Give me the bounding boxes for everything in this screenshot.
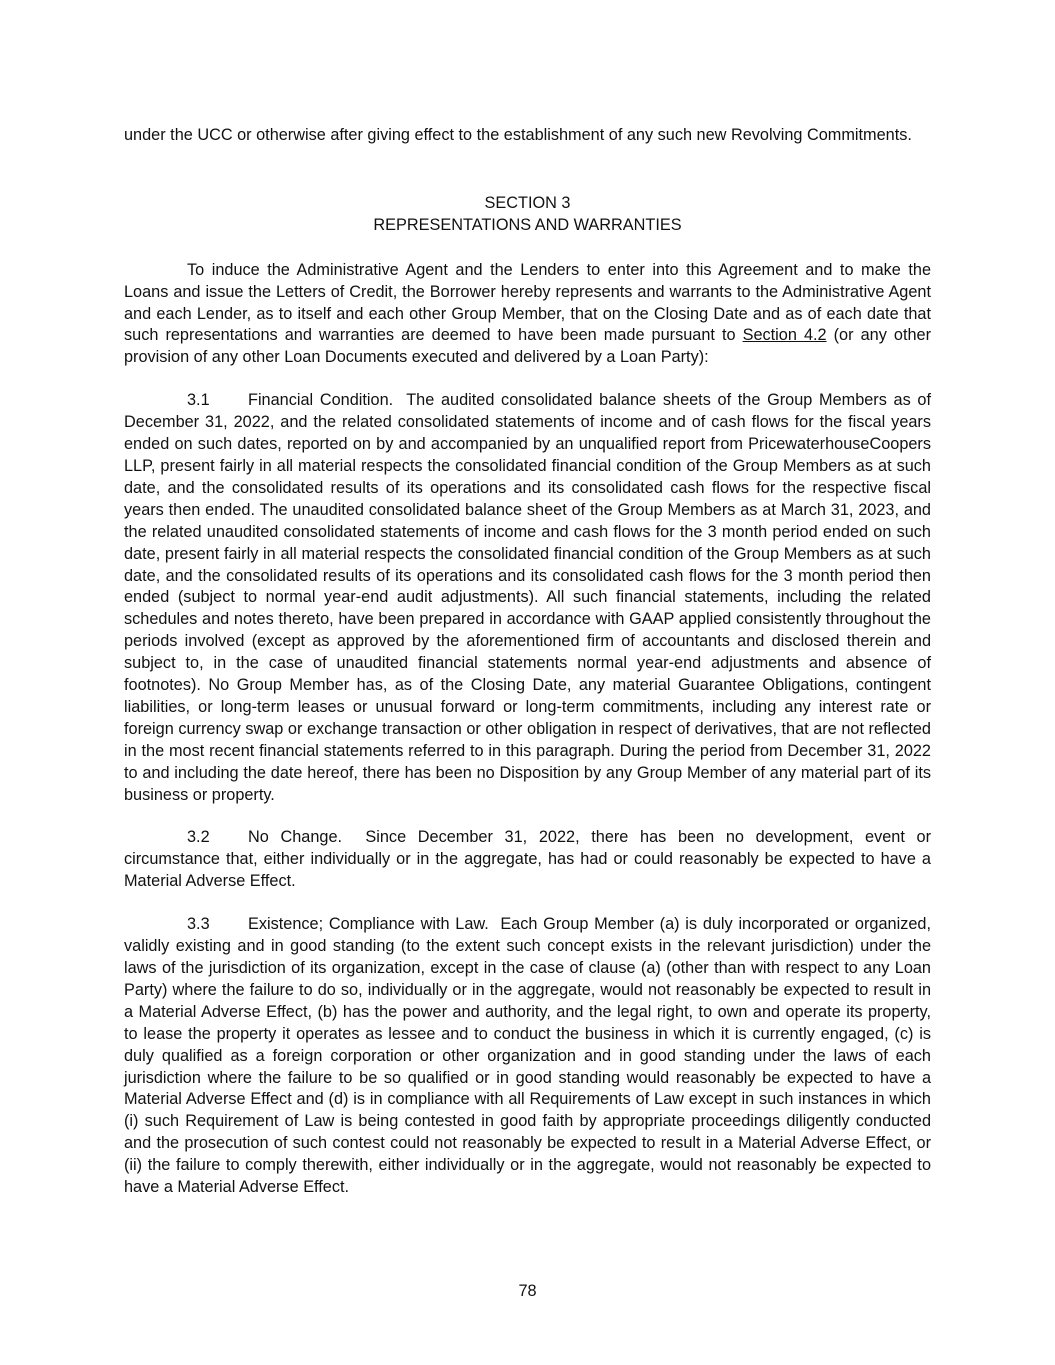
page-number: 78: [518, 1282, 537, 1300]
paragraph-heading: No Change.: [248, 828, 343, 847]
paragraph-number: 3.2: [187, 828, 210, 847]
paragraph-text: The audited consolidated balance sheets of the Group Members as of December 31, 2022, and the related consolidated statements of income and of cash flows for the fiscal years ended on such dates, reported on by and accompanied by an unqualified report from PricewaterhouseCoopers LLP, present fairly in all material respects the consolidated financial condition of the Group Members as at such date, and the consolidated results of its operations and its consolidated cash flows for the respective fiscal years then ended. The unaudited consolidated balance sheet of the Group Members as at March 31, 2023, and the related unaudited consolidated statements of income and cash flows for the 3 month period ended on such date, present fairly in all material respects the consolidated financial condition of the Group Members as at such date, and the consolidated results of its operations and its consolidated cash flows for the 3 month period then ended (subject to normal year-end audit adjustments). All such financial statements, including the related schedules and notes thereto, have been prepared in accordance with GAAP applied consistently throughout the periods involved (except as approved by the aforementioned firm of accountants and disclosed therein and subject to, in the case of unaudited financial statements normal year-end adjustments and absence of footnotes). No Group Member has, as of the Closing Date, any material Guarantee Obligations, contingent liabilities, or long-term leases or unusual forward or long-term commitments, including any interest rate or foreign currency swap or exchange transaction or other obligation in respect of derivatives, that are not reflected in the most recent financial statements referred to in this paragraph. During the period from December 31, 2022 to and including the date hereof, there has been no Disposition by any Group Member of any material part of its business or property.: [124, 391, 932, 804]
intro-paragraph: [124, 260, 931, 370]
paragraph-heading: Financial Condition.: [248, 391, 394, 410]
section-title: REPRESENTATIONS AND WARRANTIES: [373, 215, 682, 234]
document-page: [124, 125, 931, 1199]
paragraph-heading: Existence; Compliance with Law.: [248, 915, 489, 934]
intro-text-before: To induce the Administrative Agent and the Lenders to enter into this Agreement and to make the Loans and issue the Letters of Credit, the Borrower hereby represents and warrants to the Administrative Agent and each Lender, as to itself and each other Group Member, that on the Closing Date and as of each date that such representations and warranties are deemed to have been made pursuant to: [124, 260, 931, 345]
paragraph-number: 3.3: [187, 915, 210, 934]
carryover-paragraph: under the UCC or otherwise after giving effect to the establishment of any such new Revolving Commitments.: [124, 126, 912, 144]
paragraph-number: 3.1: [187, 391, 210, 410]
paragraph-3-2: [124, 827, 931, 893]
paragraph-text: Since December 31, 2022, there has been no development, event or circumstance that, either individually or in the aggregate, has had or could reasonably be expected to have a Material Adverse Effect.: [124, 828, 931, 891]
paragraph-text: Each Group Member (a) is duly incorporated or organized, validly existing and in good standing (to the extent such concept exists in the relevant jurisdiction) under the laws of the jurisdiction of its organization, except in the case of clause (a) (other than with respect to any Loan Party) where the failure to do so, individually or in the aggregate, would not reasonably be expected to result in a Material Adverse Effect, (b) has the power and authority, and the legal right, to own and operate its property, to lease the property it operates as lessee and to conduct the business in which it is currently engaged, (c) is duly qualified as a foreign corporation or other organization and in good standing under the laws of each jurisdiction where the failure to be so qualified or in good standing would reasonably be expected to have a Material Adverse Effect and (d) is in compliance with all Requirements of Law except in such instances in which (i) such Requirement of Law is being contested in good faith by appropriate proceedings diligently conducted and the prosecution of such contest could not reasonably be expected to result in a Material Adverse Effect, or (ii) the failure to comply therewith, either individually or in the aggregate, would not reasonably be expected to have a Material Adverse Effect.: [124, 915, 931, 1197]
section-heading: [124, 193, 931, 237]
section-number: SECTION 3: [484, 193, 571, 212]
intro-text-after: (or any other provision of any other Loan Documents executed and delivered by a Loan Party):: [124, 326, 931, 367]
paragraph-3-1: [124, 390, 931, 806]
section-reference-link: Section 4.2: [742, 326, 827, 345]
paragraph-3-3: [124, 914, 931, 1199]
